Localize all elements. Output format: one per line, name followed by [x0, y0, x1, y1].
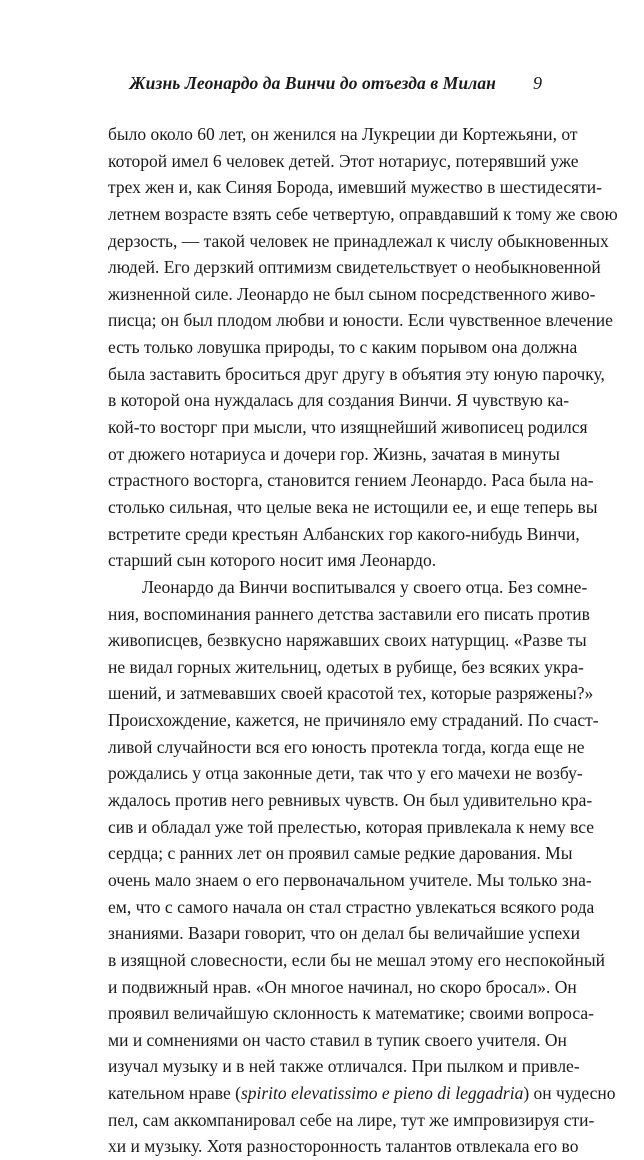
- text-line: жизненной силе. Леонардо не был сыном посредственного живо-: [108, 283, 596, 304]
- text-line: и подвижный нрав. «Он многое начинал, но скоро бросал». Он: [108, 976, 577, 997]
- text-line: людей. Его дерзкий оптимизм свидетельствует о необыкновенной: [108, 257, 601, 278]
- text-line: страстного восторга, становится гением Леонардо. Раса была на-: [108, 470, 594, 491]
- text-line: проявил величайшую склонность к математике; своими вопроса-: [108, 1003, 594, 1024]
- text-line: Происхождение, кажется, не причиняло ему страданий. По счаст-: [108, 710, 599, 731]
- text-line: Леонардо да Винчи воспитывался у своего отца. Без сомне-: [142, 576, 588, 597]
- paragraph-1: [108, 121, 618, 574]
- text-line: кой-то восторг при мысли, что изящнейший живописец родился: [108, 417, 588, 438]
- text-line: сердца; с ранних лет он проявил самые редкие дарования. Мы: [108, 843, 573, 864]
- text-line: ем, что с самого начала он стал страстно увлекаться всякого рода: [108, 896, 595, 917]
- text-line: пел, сам аккомпанировал себе на лире, тут же импровизируя сти-: [108, 1109, 595, 1130]
- text-line: хи и музыку. Хотя разносторонность талантов отвлекала его во: [108, 1136, 579, 1157]
- text-line: ми и сомнениями он часто ставил в тупик своего учителя. Он: [108, 1029, 567, 1050]
- text-line: в которой она нуждалась для создания Винчи. Я чувствую ка-: [108, 390, 570, 411]
- text-line: столько сильная, что целые века не истощили ее, и еще теперь вы: [108, 496, 598, 517]
- text-segment: ) он чудесно: [523, 1083, 616, 1104]
- text-line: не видал горных жительниц, одетых в рубище, без всяких укра-: [108, 656, 584, 677]
- text-line: летнем возрасте взять себе четвертую, оправдавший к тому же свою: [108, 203, 618, 224]
- text-line: дерзость, — такой человек не принадлежал к числу обыкновенных: [108, 230, 609, 251]
- text-line: было около 60 лет, он женился на Лукреции ди Кортежьяни, от: [108, 124, 578, 144]
- text-line: ждалось против него ревнивых чувств. Он был удивительно кра-: [108, 790, 593, 811]
- running-head: [108, 73, 542, 99]
- text-line: которой имел 6 человек детей. Этот нотариус, потерявший уже: [108, 150, 579, 171]
- text-line: писца; он был плодом любви и юности. Если чувственное влечение: [108, 310, 613, 331]
- text-line: ния, воспоминания раннего детства заставили его писать против: [108, 603, 590, 624]
- paragraph-2: [108, 574, 616, 1160]
- text-line: трех жен и, как Синяя Борода, имевший мужество в шестидесяти-: [108, 177, 602, 198]
- text-line: шений, и затмевавших своей красотой тех, которые разряжены?»: [108, 683, 594, 704]
- text-line: изучал музыку и в ней также отличался. При пылком и привле-: [108, 1056, 580, 1077]
- text-line: от дюжего нотариуса и дочери гор. Жизнь, зачатая в минуты: [108, 443, 560, 464]
- page-number: 9: [533, 73, 542, 93]
- text-line: сив и обладал уже той прелестью, которая привлекала к нему все: [108, 816, 595, 837]
- text-line-with-italic: [108, 1080, 616, 1107]
- text-line: знаниями. Вазари говорит, что он делал бы величайшие успехи: [108, 923, 580, 944]
- text-line: в изящной словесности, если бы не мешал этому его неспокойный: [108, 949, 605, 970]
- text-line: старший сын которого носит имя Леонардо.: [108, 550, 437, 571]
- text-line: есть только ловушка природы, то с каким порывом она должна: [108, 337, 578, 358]
- text-segment: кательном нраве (: [108, 1083, 241, 1104]
- text-line: встретите среди крестьян Албанских гор какого-нибудь Винчи,: [108, 523, 580, 544]
- text-line: ливой случайности вся его юность протекла тогда, когда еще не: [108, 736, 585, 757]
- text-line: была заставить броситься друг другу в объятия эту юную парочку,: [108, 363, 605, 384]
- text-line: рождались у отца законные дети, так что у его мачехи не возбу-: [108, 763, 583, 784]
- running-title: Жизнь Леонардо да Винчи до отъезда в Милан: [129, 73, 496, 93]
- body-text: [108, 121, 618, 1160]
- text-line: живописцев, безвкусно наряжавших своих натурщиц. «Разве ты: [108, 630, 587, 651]
- italic-quote: spirito elevatissimo e pieno di leggadria: [240, 1083, 524, 1104]
- text-line: очень мало знаем о его первоначальном учителе. Мы только зна-: [108, 869, 592, 890]
